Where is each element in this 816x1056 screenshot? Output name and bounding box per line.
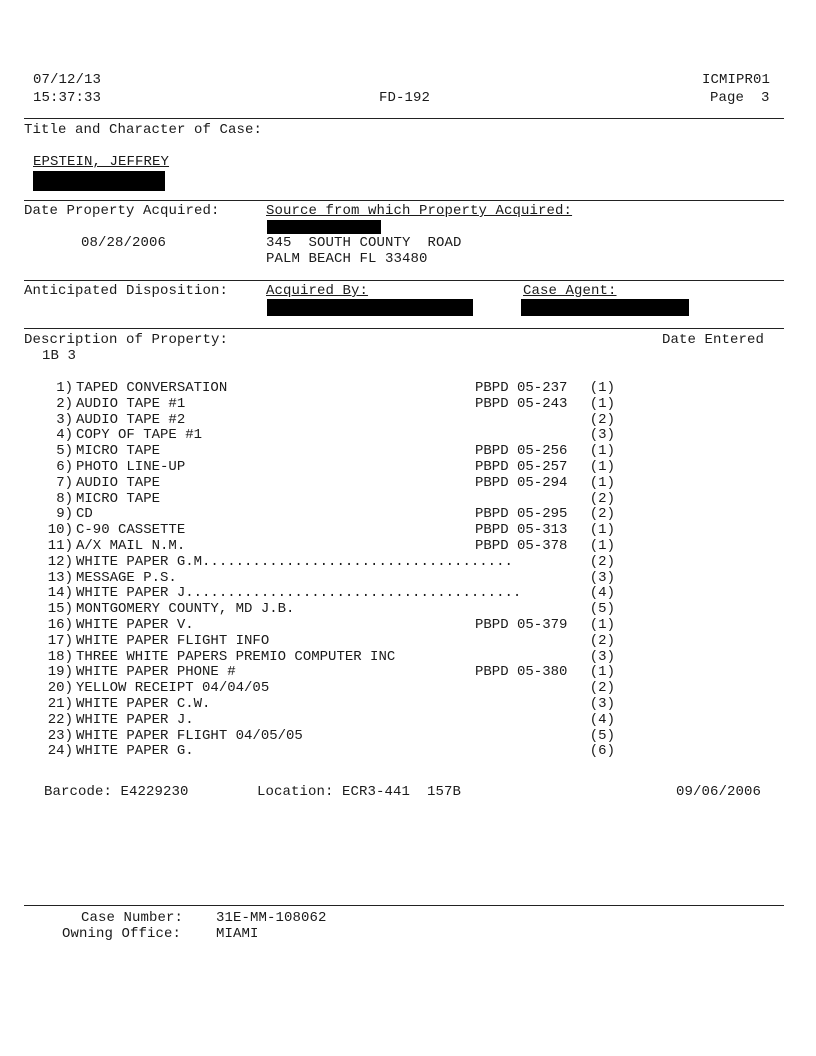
item-reference: PBPD 05-257	[475, 458, 568, 475]
date-entered-label: Date Entered	[662, 332, 765, 348]
date-entered-value: 09/06/2006	[676, 784, 762, 800]
item-subnumber: (5)	[589, 601, 615, 618]
item-number: 22)	[47, 711, 73, 728]
item-reference: PBPD 05-378	[475, 537, 568, 554]
source-address-line2: PALM BEACH FL 33480	[266, 251, 428, 267]
list-item	[33, 491, 633, 507]
report-time: 15:37:33	[33, 90, 102, 106]
list-item	[33, 506, 633, 522]
item-subnumber: (3)	[589, 427, 615, 444]
title-label: Title and Character of Case:	[24, 122, 263, 138]
item-description: A/X MAIL N.M.	[76, 537, 186, 554]
item-description: YELLOW RECEIPT 04/04/05	[76, 680, 270, 697]
item-number: 16)	[47, 616, 73, 633]
item-description: MONTGOMERY COUNTY, MD J.B.	[76, 601, 295, 618]
redaction-block	[267, 220, 381, 234]
item-number: 21)	[47, 695, 73, 712]
case-number: 31E-MM-108062	[216, 910, 327, 926]
source-address-line1: 345 SOUTH COUNTY ROAD	[266, 235, 462, 251]
rule-2	[24, 200, 784, 201]
item-subnumber: (2)	[589, 411, 615, 428]
location: Location: ECR3-441 157B	[257, 784, 462, 800]
item-number: 14)	[47, 585, 73, 602]
item-subnumber: (6)	[589, 743, 615, 760]
list-item	[33, 475, 633, 491]
item-reference: PBPD 05-380	[475, 664, 568, 681]
item-description: AUDIO TAPE #1	[76, 395, 186, 412]
item-description: AUDIO TAPE #2	[76, 411, 186, 428]
barcode: Barcode: E4229230	[44, 784, 189, 800]
item-number: 10)	[47, 522, 73, 539]
case-number-label: Case Number:	[81, 910, 184, 926]
source-label: Source from which Property Acquired:	[266, 203, 573, 219]
item-subnumber: (3)	[589, 695, 615, 712]
item-subnumber: (5)	[589, 727, 615, 744]
list-item	[33, 459, 633, 475]
item-description: WHITE PAPER FLIGHT INFO	[76, 632, 270, 649]
item-description: WHITE PAPER G.	[76, 743, 194, 760]
date-acquired-value: 08/28/2006	[81, 235, 167, 251]
report-date: 07/12/13	[33, 72, 102, 88]
item-description: WHITE PAPER FLIGHT 04/05/05	[76, 727, 303, 744]
list-item	[33, 585, 633, 601]
item-subnumber: (4)	[589, 585, 615, 602]
program-id: ICMIPR01	[702, 72, 771, 88]
item-reference: PBPD 05-295	[475, 506, 568, 523]
list-item	[33, 601, 633, 617]
description-label: Description of Property:	[24, 332, 229, 348]
item-description: MESSAGE P.S.	[76, 569, 177, 586]
item-subnumber: (1)	[589, 664, 615, 681]
rule-footer	[24, 905, 784, 906]
list-item	[33, 743, 633, 759]
item-number: 11)	[47, 537, 73, 554]
list-item	[33, 633, 633, 649]
item-subnumber: (1)	[589, 616, 615, 633]
item-subnumber: (2)	[589, 632, 615, 649]
item-reference: PBPD 05-256	[475, 443, 568, 460]
item-description: WHITE PAPER G.M.....................................	[76, 553, 513, 570]
item-description: MICRO TAPE	[76, 443, 161, 460]
acquired-by-label: Acquired By:	[266, 283, 369, 299]
item-subnumber: (2)	[589, 553, 615, 570]
item-number: 17)	[47, 632, 73, 649]
list-item	[33, 427, 633, 443]
item-description: PHOTO LINE-UP	[76, 458, 186, 475]
item-subnumber: (1)	[589, 474, 615, 491]
item-description: AUDIO TAPE	[76, 474, 161, 491]
list-item	[33, 396, 633, 412]
item-reference: PBPD 05-294	[475, 474, 568, 491]
list-item	[33, 443, 633, 459]
rule-4	[24, 328, 784, 329]
disposition-label: Anticipated Disposition:	[24, 283, 229, 299]
item-description: WHITE PAPER C.W.	[76, 695, 211, 712]
item-number: 2)	[56, 395, 73, 412]
item-description: CD	[76, 506, 93, 523]
item-subnumber: (2)	[589, 490, 615, 507]
form-number: FD-192	[379, 90, 431, 106]
list-item	[33, 380, 633, 396]
owning-office-label: Owning Office:	[62, 926, 182, 942]
list-item	[33, 728, 633, 744]
list-item	[33, 522, 633, 538]
rule-3	[24, 280, 784, 281]
item-number: 1)	[56, 380, 73, 396]
item-subnumber: (1)	[589, 522, 615, 539]
property-item-list	[33, 380, 633, 759]
item-code: 1B 3	[42, 348, 77, 364]
item-number: 8)	[56, 490, 73, 507]
item-description: WHITE PAPER PHONE #	[76, 664, 236, 681]
item-number: 24)	[47, 743, 73, 760]
item-number: 23)	[47, 727, 73, 744]
item-description: THREE WHITE PAPERS PREMIO COMPUTER INC	[76, 648, 396, 665]
date-acquired-label: Date Property Acquired:	[24, 203, 220, 219]
item-description: WHITE PAPER J.	[76, 711, 194, 728]
list-item	[33, 412, 633, 428]
item-description: MICRO TAPE	[76, 490, 161, 507]
item-reference: PBPD 05-237	[475, 380, 568, 396]
item-number: 13)	[47, 569, 73, 586]
list-item	[33, 696, 633, 712]
item-subnumber: (1)	[589, 380, 615, 396]
redaction-block	[521, 299, 689, 316]
item-description: WHITE PAPER V.	[76, 616, 194, 633]
list-item	[33, 617, 633, 633]
item-subnumber: (1)	[589, 537, 615, 554]
item-description: C-90 CASSETTE	[76, 522, 186, 539]
item-description: TAPED CONVERSATION	[76, 380, 228, 396]
case-title: EPSTEIN, JEFFREY	[33, 154, 170, 170]
page-number: Page 3	[710, 90, 770, 106]
list-item	[33, 680, 633, 696]
list-item	[33, 570, 633, 586]
redaction-block	[33, 171, 165, 191]
item-number: 19)	[47, 664, 73, 681]
item-number: 15)	[47, 601, 73, 618]
item-reference: PBPD 05-243	[475, 395, 568, 412]
item-number: 4)	[56, 427, 73, 444]
item-number: 20)	[47, 680, 73, 697]
case-agent-label: Case Agent:	[523, 283, 617, 299]
item-reference: PBPD 05-313	[475, 522, 568, 539]
item-subnumber: (3)	[589, 569, 615, 586]
owning-office: MIAMI	[216, 926, 259, 942]
redaction-block	[267, 299, 473, 316]
list-item	[33, 538, 633, 554]
item-number: 9)	[56, 506, 73, 523]
item-number: 12)	[47, 553, 73, 570]
item-subnumber: (2)	[589, 680, 615, 697]
item-reference: PBPD 05-379	[475, 616, 568, 633]
item-number: 18)	[47, 648, 73, 665]
item-number: 3)	[56, 411, 73, 428]
list-item	[33, 649, 633, 665]
item-description: WHITE PAPER J........................................	[76, 585, 522, 602]
item-subnumber: (3)	[589, 648, 615, 665]
item-subnumber: (1)	[589, 458, 615, 475]
item-description: COPY OF TAPE #1	[76, 427, 203, 444]
list-item	[33, 712, 633, 728]
list-item	[33, 554, 633, 570]
item-subnumber: (2)	[589, 506, 615, 523]
item-subnumber: (1)	[589, 395, 615, 412]
item-subnumber: (4)	[589, 711, 615, 728]
rule-1	[24, 118, 784, 119]
item-number: 5)	[56, 443, 73, 460]
item-subnumber: (1)	[589, 443, 615, 460]
item-number: 7)	[56, 474, 73, 491]
item-number: 6)	[56, 458, 73, 475]
list-item	[33, 664, 633, 680]
